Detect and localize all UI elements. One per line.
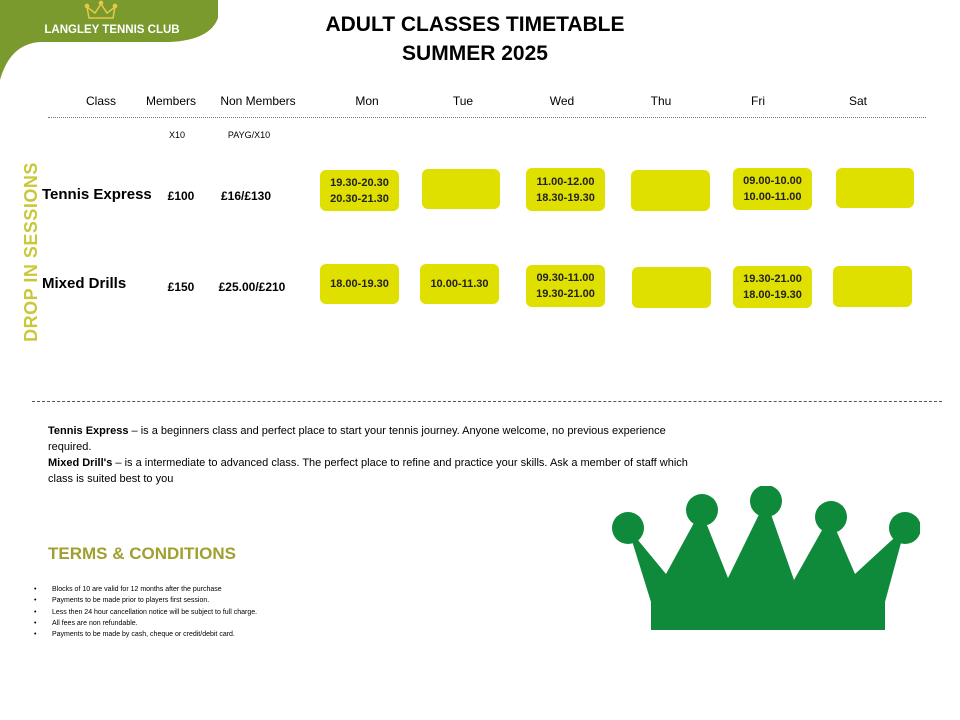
- list-item: • Payments to be made by cash, cheque or credit/debit card.: [34, 629, 534, 640]
- timeslot-cell-empty: [836, 168, 914, 208]
- timeslot-cell: [733, 266, 812, 308]
- timeslot-cell: [526, 168, 605, 211]
- section-divider: [32, 401, 942, 402]
- time-slot: 18.30-19.30: [536, 191, 595, 204]
- non-members-price: £16/£130: [220, 189, 272, 203]
- club-name: LANGLEY TENNIS CLUB: [44, 24, 180, 36]
- title-line-2: SUMMER 2025: [402, 42, 548, 65]
- time-slot: 10.00-11.00: [743, 191, 802, 203]
- timeslot-cell-empty: [632, 267, 711, 308]
- column-header-non-members: Non Members: [220, 94, 296, 108]
- timeslot-cell-empty: [422, 169, 500, 209]
- timeslot-cell: [733, 168, 812, 210]
- time-slot: 09.00-10.00: [743, 175, 802, 187]
- page-title: [280, 10, 670, 68]
- time-slot: 10.00-11.30: [430, 278, 489, 290]
- title-line-1: ADULT CLASSES TIMETABLE: [325, 13, 625, 36]
- time-slot: 19.30-21.00: [536, 288, 595, 300]
- timeslot-cell-empty: [631, 170, 710, 211]
- column-header-tue: Tue: [452, 94, 474, 108]
- description-tennis-express: Tennis Express – is a beginners class and perfect place to start your tennis journey. Anyone welcome, no previous experience required.: [48, 425, 666, 453]
- list-item: • All fees are non refundable.: [34, 618, 534, 629]
- header-divider: [48, 117, 926, 118]
- column-header-members: Members: [145, 94, 196, 108]
- side-label: DROP IN SESSIONS: [21, 162, 41, 342]
- column-header-wed: Wed: [549, 94, 575, 108]
- column-header-fri: Fri: [751, 94, 765, 108]
- time-slot: 19.30-21.00: [743, 273, 802, 285]
- time-slot: 18.00-19.30: [743, 289, 802, 301]
- time-slot: 19.30-20.30: [330, 176, 389, 189]
- list-item: • Less then 24 hour cancellation notice will be subject to full charge.: [34, 607, 534, 618]
- class-name-mixed-drills: Mixed Drills: [42, 275, 127, 292]
- timeslot-cell: [320, 264, 399, 304]
- column-header-mon: Mon: [355, 94, 379, 108]
- non-members-subheader: PAYG/X10: [227, 130, 271, 140]
- column-header-sat: Sat: [848, 94, 867, 108]
- terms-title: TERMS & CONDITIONS: [48, 544, 236, 563]
- description-mixed-drills: Mixed Drill's – is a intermediate to advanced class. The perfect place to refine and practice your skills. Ask a member of staff which class is suited best to you: [48, 457, 688, 485]
- time-slot: 20.30-21.30: [330, 192, 389, 205]
- members-price: £100: [167, 189, 195, 203]
- members-price: £150: [167, 280, 195, 294]
- timeslot-cell: [526, 265, 605, 307]
- time-slot: 18.00-19.30: [330, 278, 389, 290]
- timeslot-cell: [420, 264, 499, 304]
- time-slot: 09.30-11.00: [536, 272, 595, 284]
- club-banner: [0, 0, 218, 80]
- class-descriptions: [48, 423, 708, 487]
- members-subheader: X10: [168, 130, 185, 140]
- timeslot-cell: [320, 170, 399, 211]
- terms-list: [34, 584, 534, 640]
- crown-icon: [610, 486, 920, 632]
- non-members-price: £25.00/£210: [218, 280, 286, 294]
- list-item: • Blocks of 10 are valid for 12 months after the purchase: [34, 584, 534, 595]
- timeslot-cell-empty: [833, 266, 912, 307]
- column-header-class: Class: [85, 94, 116, 108]
- time-slot: 11.00-12.00: [536, 175, 595, 188]
- class-name-tennis-express: Tennis Express: [42, 186, 152, 203]
- column-header-thu: Thu: [650, 94, 672, 108]
- list-item: • Payments to be made prior to players first session.: [34, 595, 534, 606]
